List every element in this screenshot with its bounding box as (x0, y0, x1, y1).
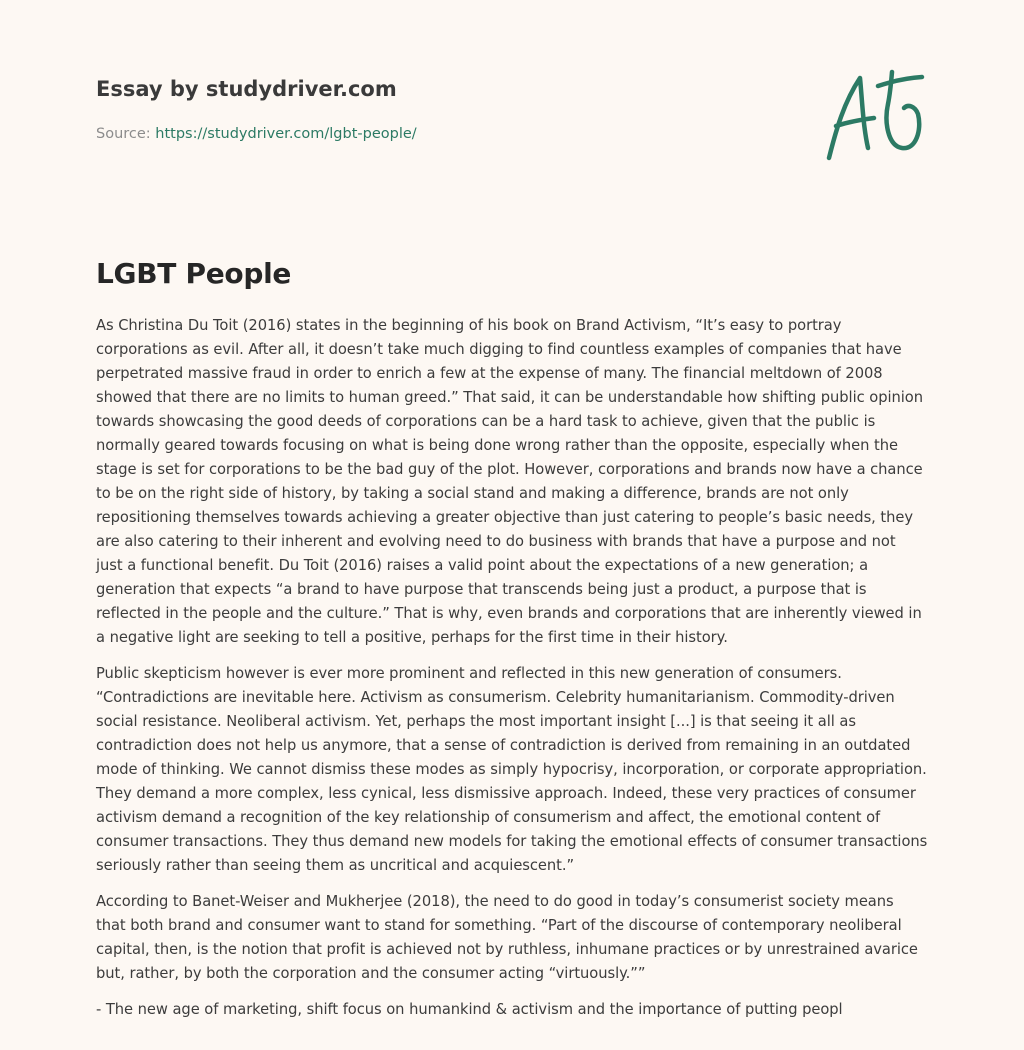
essay-body (96, 314, 936, 1034)
paragraph-line: Public skepticism however is ever more prominent and reflected in this new generation of consumers. (96, 665, 842, 682)
essay-title: LGBT People (96, 257, 292, 290)
paragraph-line: generation that expects “a brand to have purpose that transcends being just a product, a purpose that is (96, 581, 867, 598)
paragraph-line: normally geared towards focusing on what is being done wrong rather than the opposite, especially when the (96, 437, 898, 454)
paragraph-line: a negative light are seeking to tell a positive, perhaps for the first time in their history. (96, 629, 728, 646)
paragraph-line: social resistance. Neoliberal activism. Yet, perhaps the most important insight [...] is that seeing it all as (96, 713, 856, 730)
site-title: Essay by studydriver.com (96, 77, 397, 101)
paragraph-line: mode of thinking. We cannot dismiss these modes as simply hypocrisy, incorporation, or corporate appropriation. (96, 761, 927, 778)
paragraph-line: are also catering to their inherent and evolving need to do business with brands that have a purpose and not (96, 533, 896, 550)
essay-paragraph (96, 662, 936, 878)
paragraph-line: They demand a more complex, less cynical, less dismissive approach. Indeed, these very practices of consumer (96, 785, 916, 802)
essay-header (96, 74, 796, 144)
paragraph-line: that both brand and consumer want to stand for something. “Part of the discourse of contemporary neoliberal (96, 917, 902, 934)
paragraph-line: contradiction does not help us anymore, that a sense of contradiction is derived from remaining in an outdated (96, 737, 911, 754)
paragraph-line: but, rather, by both the corporation and the consumer acting “virtuously.”” (96, 965, 646, 982)
source-link[interactable]: https://studydriver.com/lgbt-people/ (155, 126, 417, 142)
paragraph-line: repositioning themselves towards achieving a greater objective than just catering to people’s basic needs, they (96, 509, 914, 526)
paragraph-line: capital, then, is the notion that profit is achieved not by ruthless, inhumane practices or by unrestrained avarice (96, 941, 918, 958)
essay-paragraph (96, 314, 936, 650)
paragraph-line: - The new age of marketing, shift focus on humankind & activism and the importance of putting peopl (96, 1001, 843, 1018)
paragraph-line: activism demand a recognition of the key relationship of consumerism and affect, the emotional content of (96, 809, 881, 826)
paragraph-line: corporations as evil. After all, it doesn’t take much digging to find countless examples of companies that have (96, 341, 902, 358)
paragraph-line: seriously rather than seeing them as uncritical and acquiescent.” (96, 857, 575, 874)
paragraph-line: “Contradictions are inevitable here. Activism as consumerism. Celebrity humanitarianism. Commodity-driven (96, 689, 895, 706)
essay-paragraph (96, 998, 936, 1022)
paragraph-line: consumer transactions. They thus demand new models for taking the emotional effects of consumer transactions (96, 833, 928, 850)
source-label: Source: (96, 126, 156, 142)
paragraph-line: According to Banet-Weiser and Mukherjee (2018), the need to do good in today’s consumerist society means (96, 893, 894, 910)
paragraph-line: perpetrated massive fraud in order to enrich a few at the expense of many. The financial meltdown of 2008 (96, 365, 883, 382)
paragraph-line: just a functional benefit. Du Toit (2016) raises a valid point about the expectations of a new generation; a (96, 557, 869, 574)
essay-paragraph (96, 890, 936, 986)
paragraph-line: showed that there are no limits to human greed.” That said, it can be understandable how shifting public opinion (96, 389, 923, 406)
paragraph-line: to be on the right side of history, by taking a social stand and making a difference, brands are not only (96, 485, 849, 502)
paragraph-line: As Christina Du Toit (2016) states in the beginning of his book on Brand Activism, “It’s easy to portray (96, 317, 842, 334)
a-plus-logo-icon (822, 68, 926, 164)
paragraph-line: reflected in the people and the culture.” That is why, even brands and corporations that are inherently viewed in (96, 605, 922, 622)
paragraph-line: stage is set for corporations to be the bad guy of the plot. However, corporations and brands now have a chance (96, 461, 923, 478)
source-line (96, 124, 796, 144)
paragraph-line: towards showcasing the good deeds of corporations can be a hard task to achieve, given that the public is (96, 413, 876, 430)
